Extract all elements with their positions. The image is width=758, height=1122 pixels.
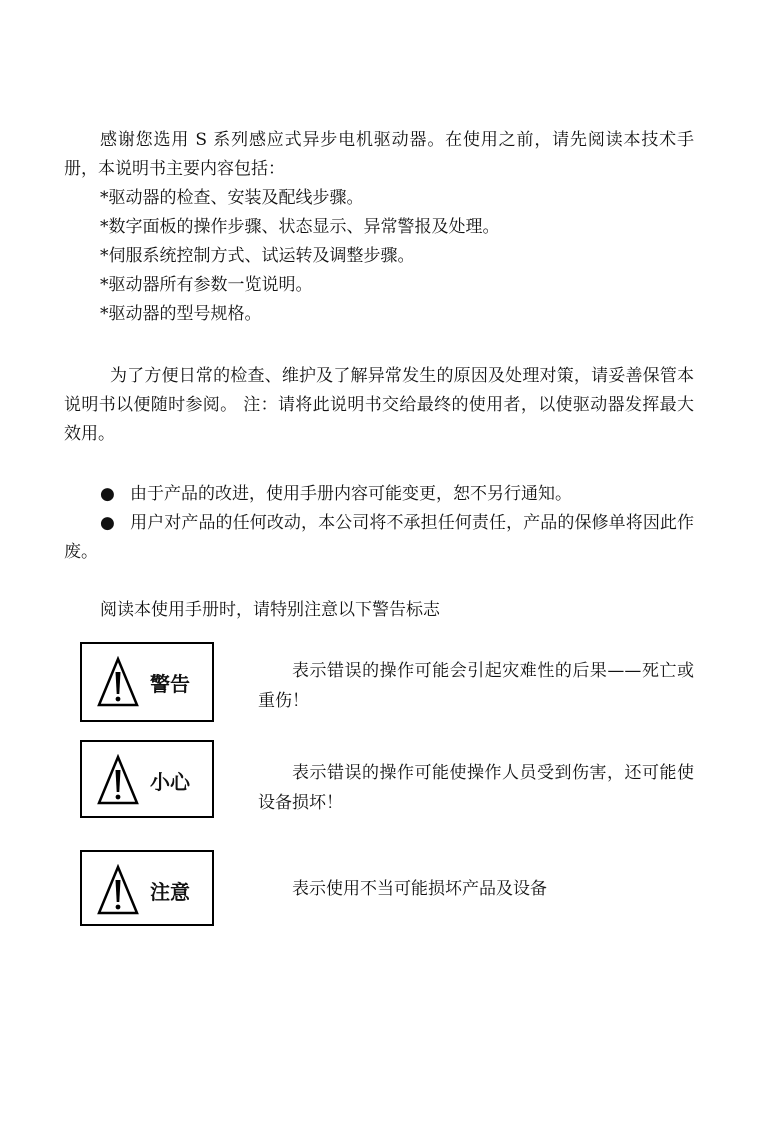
list-item: *驱动器所有参数一览说明。 — [100, 275, 313, 295]
intro-paragraph: 感谢您选用 S 系列感应式异步电机驱动器。在使用之前，请先阅读本技术手册，本说明书主要内容包括： — [64, 130, 694, 179]
caution-label: 小心 — [150, 770, 190, 794]
contents-list — [64, 184, 694, 329]
list-item: *驱动器的型号规格。 — [100, 304, 262, 324]
notice-text: 由于产品的改进，使用手册内容可能变更，恕不另行通知。 — [130, 484, 572, 504]
warning-description: 表示错误的操作可能会引起灾难性的后果——死亡或重伤！ — [258, 661, 694, 711]
warning-sign-box — [80, 642, 214, 722]
list-item: *驱动器的检查、安装及配线步骤。 — [100, 188, 364, 208]
bullet-icon: ● — [100, 484, 115, 504]
notice-label: 注意 — [150, 880, 190, 904]
warning-triangle-icon — [96, 754, 140, 806]
maintenance-paragraph: 为了方便日常的检查、维护及了解异常发生的原因及处理对策，请妥善保管本说明书以便随时参阅。 注：请将此说明书交给最终的使用者，以使驱动器发挥最大效用。 — [64, 366, 694, 444]
notice-text: 用户对产品的任何改动，本公司将不承担任何责任，产品的保修单将因此作废。 — [64, 513, 694, 562]
warning-intro: 阅读本使用手册时，请特别注意以下警告标志 — [100, 600, 440, 620]
notice-list — [64, 480, 694, 567]
list-item — [64, 480, 694, 509]
notice-description: 表示使用不当可能损坏产品及设备 — [292, 879, 547, 899]
list-item: *数字面板的操作步骤、状态显示、异常警报及处理。 — [100, 217, 500, 237]
warning-label: 警告 — [150, 672, 190, 696]
warning-triangle-icon — [96, 656, 140, 708]
warning-triangle-icon — [96, 864, 140, 916]
notice-sign-box — [80, 850, 214, 926]
bullet-icon: ● — [100, 513, 115, 533]
caution-sign-box — [80, 740, 214, 818]
list-item: *伺服系统控制方式、试运转及调整步骤。 — [100, 246, 415, 266]
caution-description: 表示错误的操作可能使操作人员受到伤害，还可能使设备损坏！ — [258, 763, 694, 813]
list-item — [64, 509, 694, 567]
